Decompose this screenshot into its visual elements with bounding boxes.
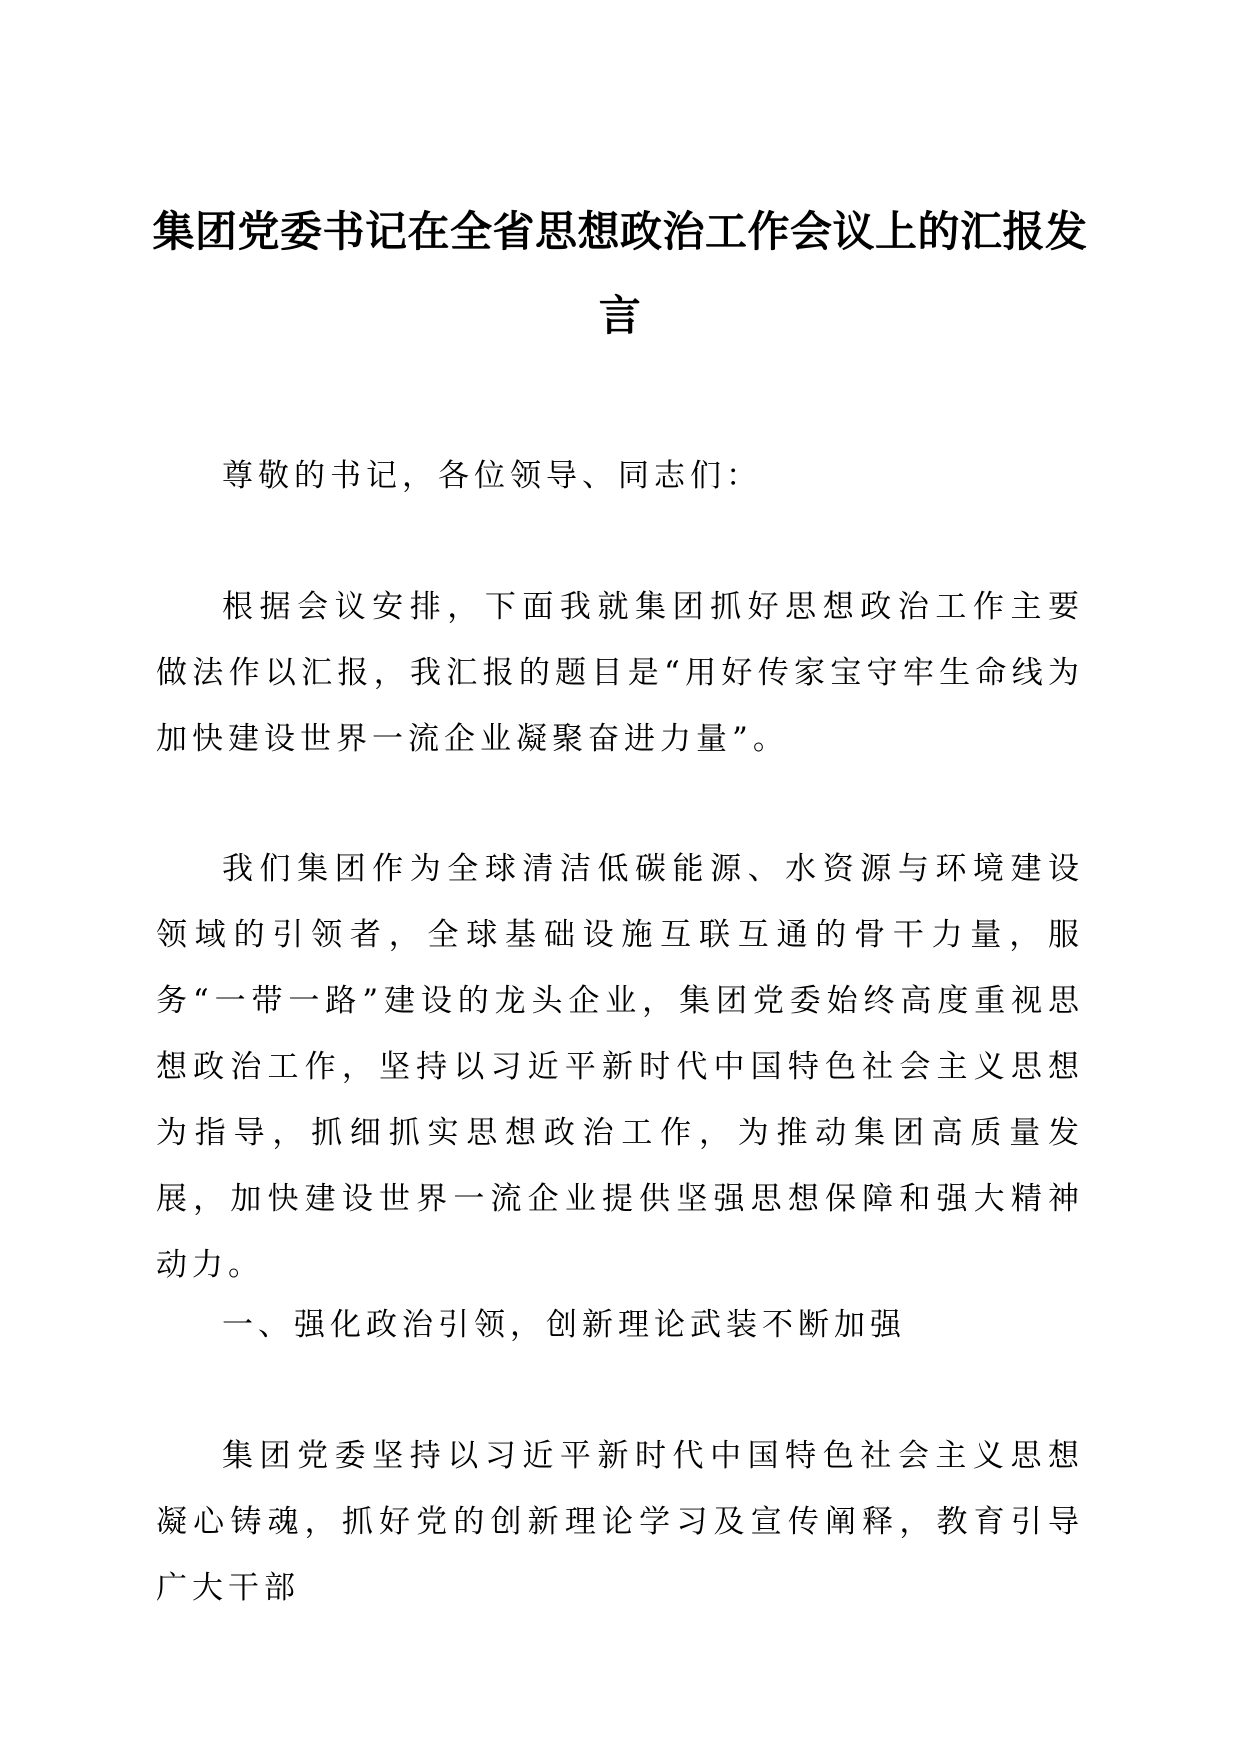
section-paragraph: 集团党委坚持以习近平新时代中国特色社会主义思想凝心铸魂，抓好党的创新理论学习及宣传阐释，教育引导广大干部: [156, 1438, 1084, 1606]
paragraph-intro: 根据会议安排，下面我就集团抓好思想政治工作主要做法作以汇报，我汇报的题目是“用好传家宝守牢生命线为加快建设世界一流企业凝聚奋进力量”。: [156, 589, 1084, 757]
document-title: 集团党委书记在全省思想政治工作会议上的汇报发言: [152, 207, 1088, 340]
section-heading: 一、强化政治引领，创新理论武装不断加强: [222, 1307, 906, 1343]
paragraph-background: 我们集团作为全球清洁低碳能源、水资源与环境建设领域的引领者，全球基础设施互联互通的骨干力量，服务“一带一路”建设的龙头企业，集团党委始终高度重视思想政治工作，坚持以习近平新时代中国特色社会主义思想为指导，抓细抓实思想政治工作，为推动集团高质量发展，加快建设世界一流企业提供坚强思想保障和强大精神动力。: [156, 851, 1084, 1283]
salutation: 尊敬的书记，各位领导、同志们：: [222, 458, 762, 494]
